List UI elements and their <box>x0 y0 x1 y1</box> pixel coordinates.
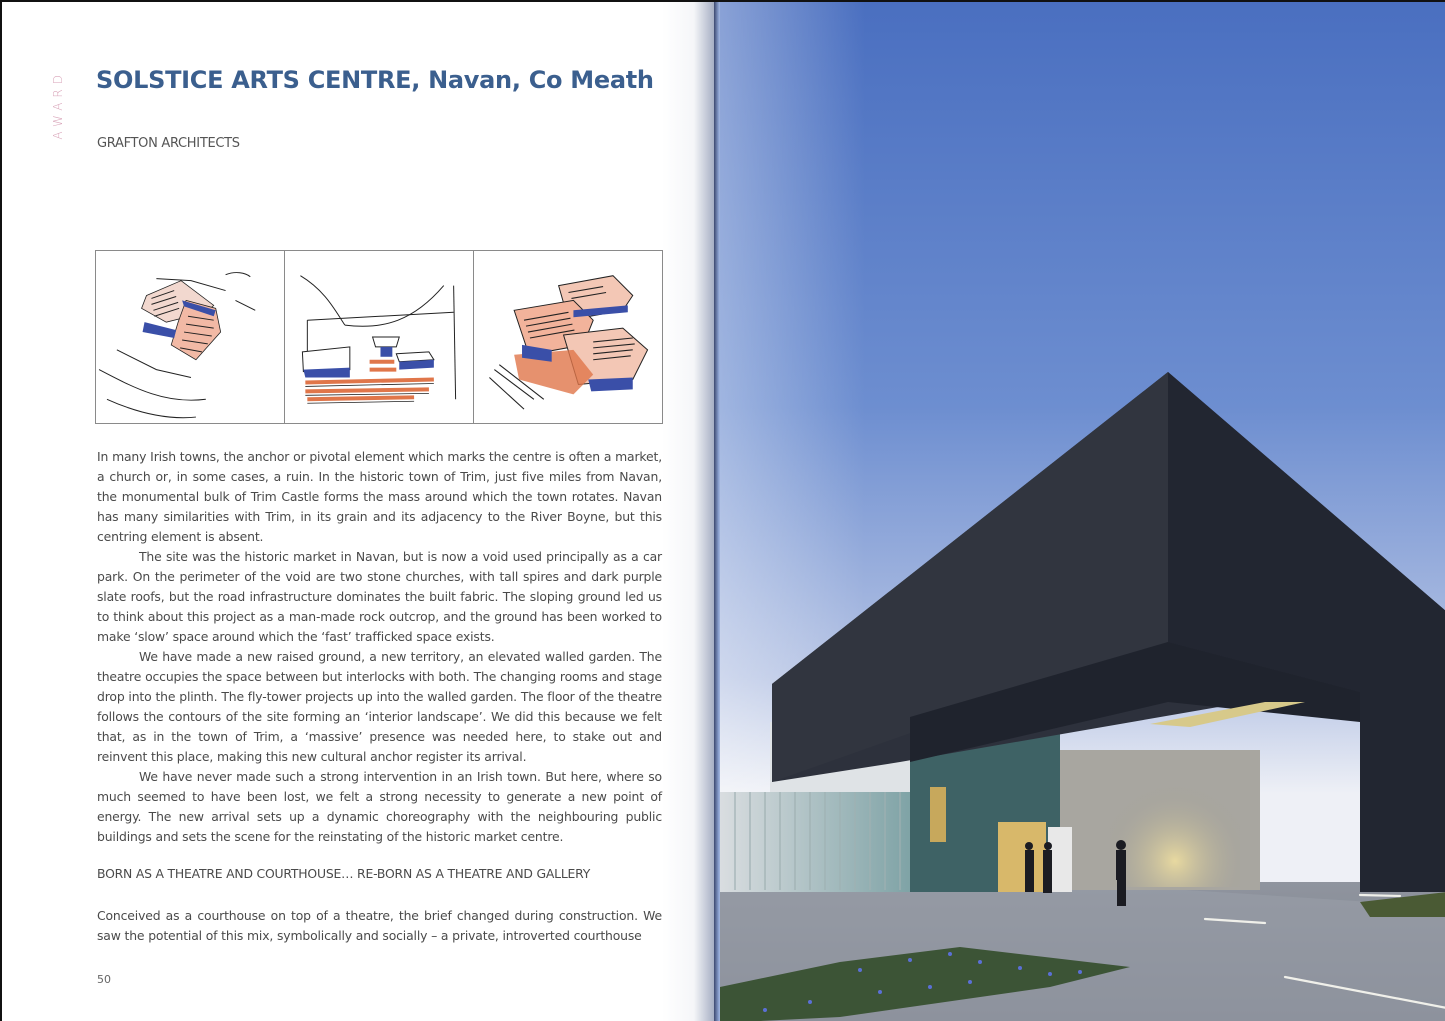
paragraph: We have never made such a strong intervention in an Irish town. But here, where so much seemed to have been lost, we felt a strong necessity to generate a new point of energy. The new arrival sets up a dynamic choreography with the neighbouring public buildings and sets the scene for the reinstating of the historic market centre. <box>97 769 662 844</box>
axonometric-sketch <box>474 251 662 423</box>
page-number: 50 <box>97 973 111 986</box>
paragraph: We have made a new raised ground, a new territory, an elevated walled garden. The theatre occupies the space between but interlocks with both. The changing rooms and stage drop into the plinth. The fly-tower projects up into the walled garden. The floor of the theatre follows the contours of the site forming an ‘interior landscape’. We did this because we felt that, as in the town of Trim, a ‘massive’ presence was needed here, to stake out and reinvent this place, making this new cultural anchor register its arrival. <box>97 649 662 764</box>
paragraph: Conceived as a courthouse on top of a theatre, the brief changed during construction. We saw the potential of this mix, symbolically and socially – a private, introverted courthouse <box>97 908 662 943</box>
axonometric-sketch-drawing <box>474 251 662 423</box>
page-title: SOLSTICE ARTS CENTRE, Navan, Co Meath <box>96 66 654 94</box>
section-sketch <box>285 251 474 423</box>
site-sketch-drawing <box>96 251 284 423</box>
paragraph: In many Irish towns, the anchor or pivotal element which marks the centre is often a market, a church or, in some cases, a ruin. In the historic town of Trim, just five miles from Navan, the monumental bulk of Trim Castle forms the mass around which the town rotates. Navan has many similarities with Trim, in its grain and its adjacency to the River Boyne, but this centring element is absent. <box>97 449 662 544</box>
right-page <box>720 2 1445 1021</box>
architect-name: GRAFTON ARCHITECTS <box>97 136 240 151</box>
gutter-shadow <box>662 2 720 1021</box>
building-photo <box>720 2 1445 1021</box>
left-page <box>2 2 714 1021</box>
section-sketch-drawing <box>285 251 473 423</box>
entrance-door <box>998 822 1046 892</box>
paragraph: The site was the historic market in Navan, but is now a void used principally as a car park. On the perimeter of the void are two stone churches, with tall spires and dark purple slate roofs, but the road infrastructure dominates the built fabric. The sloping ground led us to think about this project as a man-made rock outcrop, and the ground has been worked to make ‘slow’ space around which the ‘fast’ trafficked space exists. <box>97 549 662 644</box>
site-sketch <box>96 251 285 423</box>
body-text <box>97 447 662 847</box>
award-side-label: AWARD <box>51 70 65 140</box>
sketch-strip <box>95 250 663 424</box>
section-subheading: BORN AS A THEATRE AND COURTHOUSE… RE-BORN AS A THEATRE AND GALLERY <box>97 866 591 881</box>
